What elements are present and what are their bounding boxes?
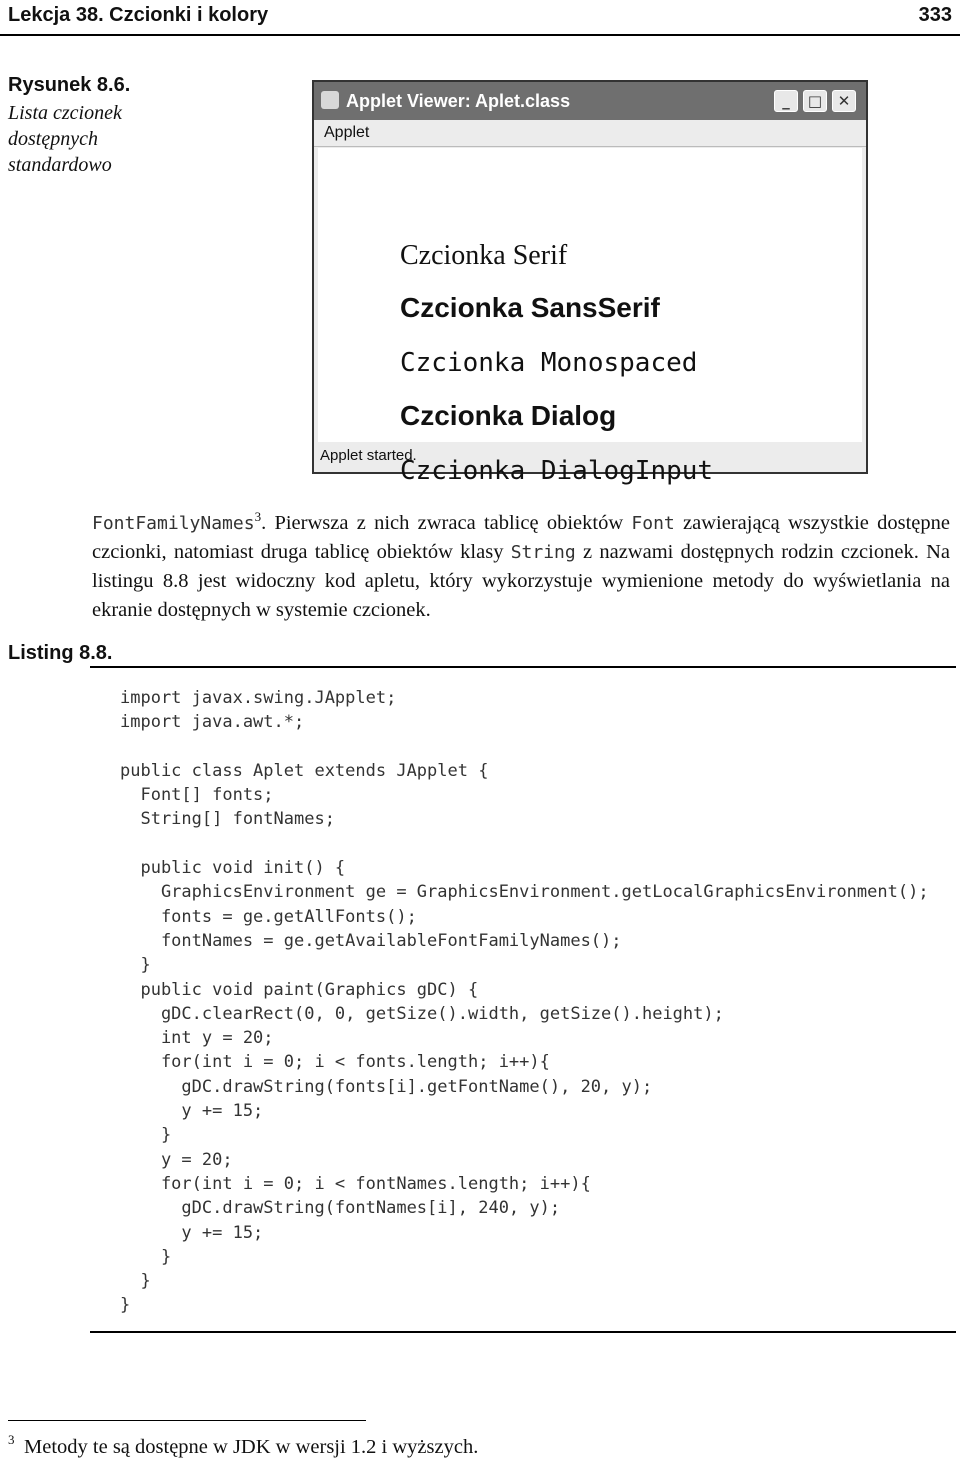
- window-title: Applet Viewer: Aplet.class: [346, 91, 571, 111]
- running-header: [0, 0, 960, 36]
- para-text-2: zawierającą wszystkie dostępne czcionki, natomiast druga tablicę obiektów klasy: [92, 511, 950, 563]
- font-line-dialoginput: Czcionka DialogInput: [400, 456, 714, 486]
- close-button[interactable]: ✕: [832, 90, 856, 112]
- menu-bar: [314, 120, 866, 147]
- status-bar-text: Applet started.: [320, 447, 417, 464]
- minimize-button[interactable]: _: [774, 90, 798, 112]
- listing-bottom-rule: [90, 1331, 956, 1333]
- footnote-rule: [8, 1420, 366, 1421]
- font-line-dialog: Czcionka Dialog: [400, 400, 617, 431]
- font-line-serif: Czcionka Serif: [400, 240, 568, 271]
- font-line-sansserif: Czcionka SansSerif: [400, 292, 660, 323]
- maximize-button[interactable]: □: [803, 90, 827, 112]
- figure-caption: Lista czcionek dostępnych standardowo: [8, 102, 122, 176]
- code-string: String: [510, 541, 576, 563]
- font-line-monospaced: Czcionka Monospaced: [400, 348, 698, 378]
- footnote-mark: 3: [8, 1432, 15, 1447]
- figure-label: Rysunek 8.6.: [8, 74, 131, 96]
- code-font: Font: [631, 512, 675, 534]
- listing-label: Listing 8.8.: [8, 642, 113, 664]
- code-fontfamilynames: FontFamilyNames: [92, 512, 255, 534]
- listing-top-rule: [90, 666, 956, 668]
- page-number: 333: [918, 4, 952, 26]
- java-cup-icon: [321, 91, 339, 109]
- body-paragraph: [92, 502, 950, 625]
- applet-viewer-window: [312, 80, 868, 486]
- listing-code: import javax.swing.JApplet; import java.awt.*; public class Aplet extends JApplet { Font[] fonts; String[] fontNames; public void init() { GraphicsEnvironment ge = GraphicsEnvironment.getLocalGraphicsEnvironment(); fonts = ge.getAllFonts(); fontNames = ge.getAvailableFontFamilyNames(); } public void paint(Graphics gDC) { gDC.clearRect(0, 0, getSize().width, getSize().height); int y = 20; for(int i = 0; i < fonts.length; i++){ gDC.drawString(fonts[i].getFontName(), 20, y); y += 15; } y = 20; for(int i = 0; i < fontNames.length; i++){ gDC.drawString(fontNames[i], 240, y); y += 15; } } }: [120, 688, 929, 1316]
- chapter-title: Lekcja 38. Czcionki i kolory: [8, 4, 269, 26]
- para-text-3: z nazwami dostępnych rodzin czcionek. Na listingu 8.8 jest widoczny kod apletu, który wykorzystuje wymienione metody do wyświetlania na ekranie dostępnych w systemie czcionek.: [92, 540, 950, 621]
- para-text-1: . Pierwsza z nich zwraca tablicę obiektów: [261, 511, 632, 534]
- menu-applet[interactable]: Applet: [324, 124, 370, 141]
- footnote-text: Metody te są dostępne w JDK w wersji 1.2 i wyższych.: [24, 1436, 479, 1458]
- footnote-ref: 3: [254, 509, 262, 524]
- window-titlebar[interactable]: [314, 82, 866, 120]
